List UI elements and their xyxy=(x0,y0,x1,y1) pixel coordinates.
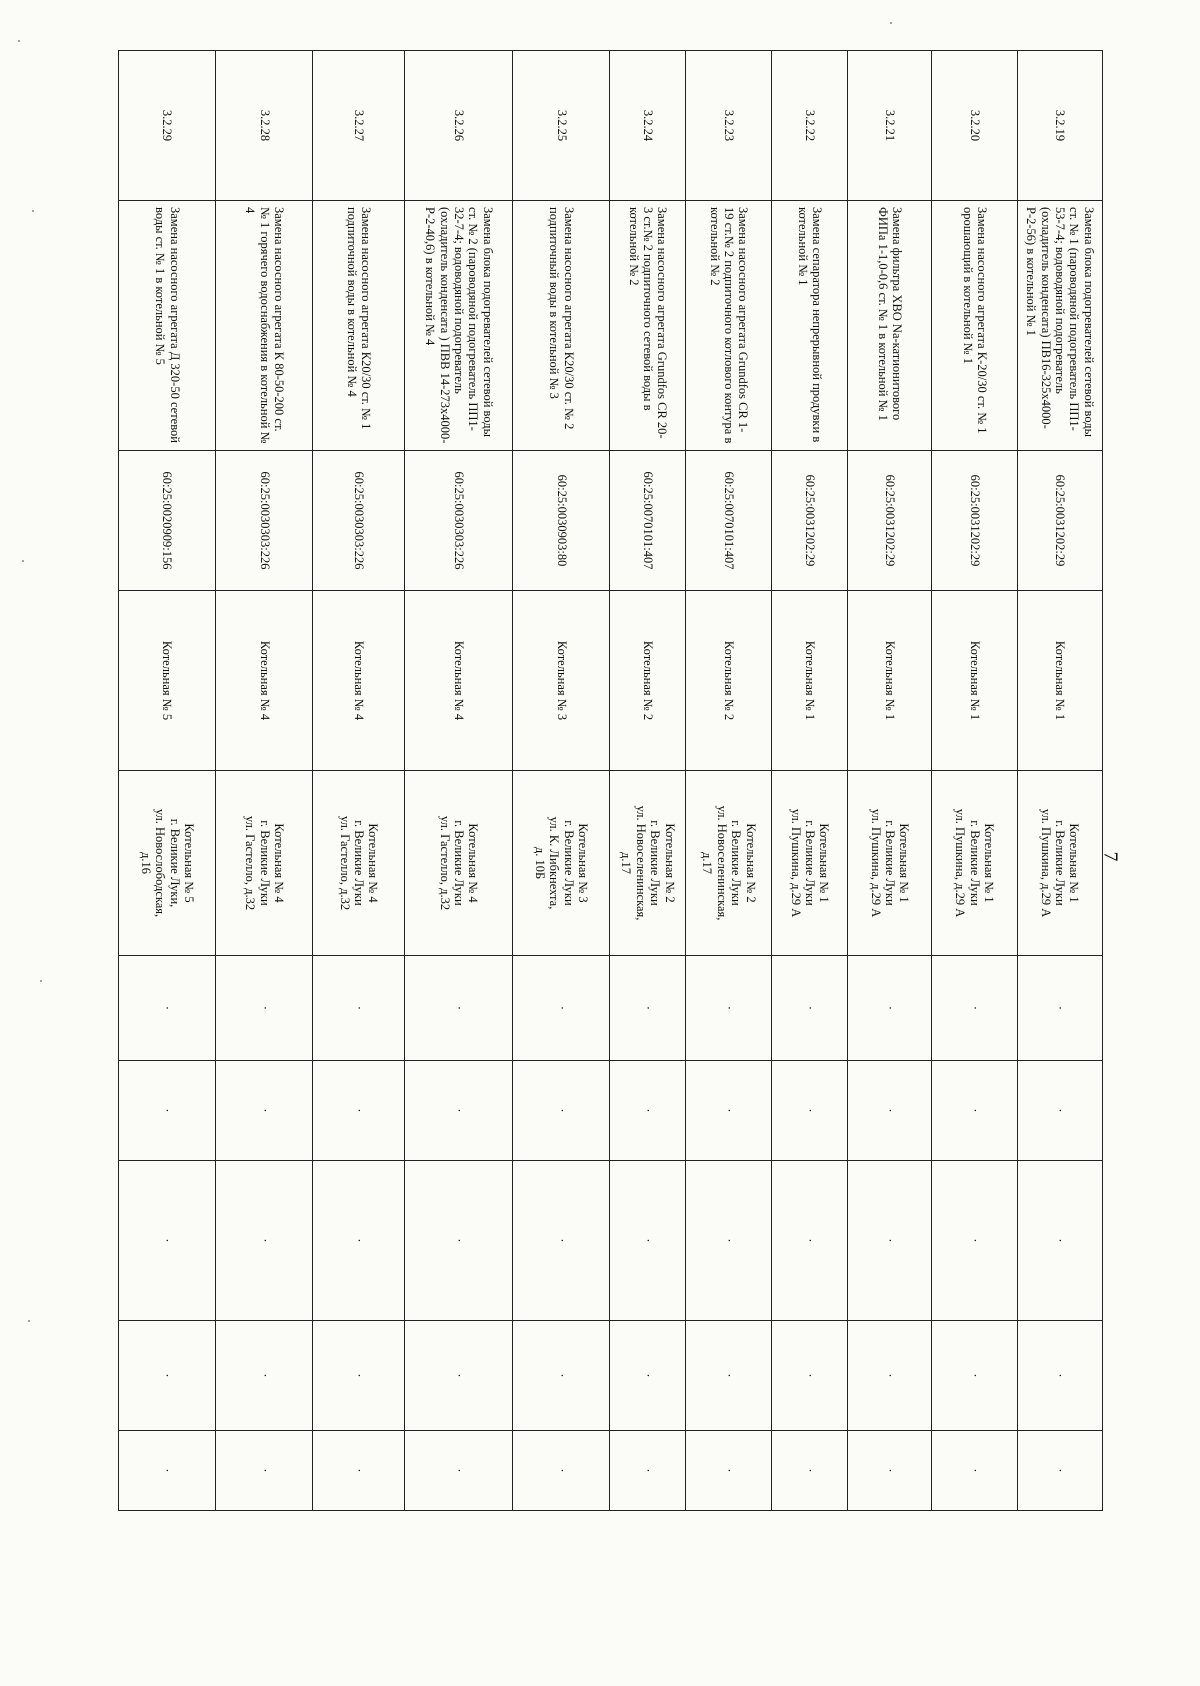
work-description: Замена насосного агрегата К20/30 ст. № 1 подпиточной воды в котельной № 4 xyxy=(313,201,405,451)
empty-cell: · xyxy=(772,1431,848,1511)
empty-cell: · xyxy=(932,1321,1017,1431)
empty-cell: · xyxy=(405,1321,513,1431)
row-number: 3.2.29 xyxy=(119,51,216,201)
row-number: 3.2.25 xyxy=(513,51,610,201)
object-name: Котельная № 5 xyxy=(119,591,216,771)
empty-cell: · xyxy=(932,956,1017,1061)
empty-cell: · xyxy=(1017,956,1102,1061)
work-description: Замена блока подогревателей сетевой воды ст. № 1 (пароводяной подогреватель ПП1-53-7-4; водоводяной подогреватель (охладитель конденсата) ПВ16-325х4000-Р-2-56) в котельной № 1 xyxy=(1017,201,1102,451)
object-name: Котельная № 4 xyxy=(216,591,313,771)
empty-cell: · xyxy=(1017,1161,1102,1321)
scan-speck xyxy=(32,210,34,212)
empty-cell: · xyxy=(405,1431,513,1511)
empty-cell: · xyxy=(932,1161,1017,1321)
document-table xyxy=(118,50,1103,1511)
row-number: 3.2.24 xyxy=(610,51,686,201)
empty-cell: · xyxy=(848,1431,932,1511)
empty-cell: · xyxy=(313,1061,405,1161)
table-row xyxy=(405,51,513,1511)
work-description: Замена блока подогревателей сетевой воды ст. № 2 (пароводяной подогреватель ПП1-32-7-4; водоводяной подогреватель (охладитель конденсата ) ПВВ 14-273х4000-Р-2-40,6) в котельной № 4 xyxy=(405,201,513,451)
object-address: Котельная № 4 г. Великие Луки ул. Гастелло, д.32 xyxy=(405,771,513,956)
scan-speck xyxy=(18,40,20,42)
object-address: Котельная № 3 г. Великие Луки ул. К. Либкнехта, д. 10Б xyxy=(513,771,610,956)
object-address: Котельная № 1 г. Великие Луки ул. Пушкина, д.29 А xyxy=(772,771,848,956)
empty-cell: · xyxy=(932,1431,1017,1511)
empty-cell: · xyxy=(772,956,848,1061)
empty-cell: · xyxy=(772,1061,848,1161)
empty-cell: · xyxy=(848,1321,932,1431)
empty-cell: · xyxy=(513,1431,610,1511)
scan-speck xyxy=(22,560,24,562)
work-description: Замена насосного агрегата К-20/30 ст. № 1 орошающий в котельной № 1 xyxy=(932,201,1017,451)
empty-cell: · xyxy=(610,1061,686,1161)
table-row xyxy=(313,51,405,1511)
cadastral-number: 60:25:0031202:29 xyxy=(1017,451,1102,591)
empty-cell: · xyxy=(313,956,405,1061)
work-description: Замена сепаратора непрерывной продувки в котельной № 1 xyxy=(772,201,848,451)
empty-cell: · xyxy=(848,1161,932,1321)
cadastral-number: 60:25:0030303:226 xyxy=(405,451,513,591)
empty-cell: · xyxy=(686,1431,772,1511)
table-row xyxy=(513,51,610,1511)
object-address: Котельная № 4 г. Великие Луки ул. Гастелло, д.32 xyxy=(313,771,405,956)
object-address: Котельная № 5 г. Великие Луки, ул. Новослободская, д.16 xyxy=(119,771,216,956)
empty-cell: · xyxy=(513,1061,610,1161)
cadastral-number: 60:25:0031202:29 xyxy=(772,451,848,591)
work-description: Замена насосного агрегата Grundfos CR 1-19 ст.№ 2 подпиточного котлового контура в котельной № 2 xyxy=(686,201,772,451)
empty-cell: · xyxy=(513,1321,610,1431)
table-row xyxy=(848,51,932,1511)
empty-cell: · xyxy=(313,1161,405,1321)
object-name: Котельная № 2 xyxy=(610,591,686,771)
empty-cell: · xyxy=(610,1431,686,1511)
table-row xyxy=(932,51,1017,1511)
row-number: 3.2.19 xyxy=(1017,51,1102,201)
table-row xyxy=(216,51,313,1511)
page-number: 7 xyxy=(1099,851,1122,862)
empty-cell: · xyxy=(119,1321,216,1431)
object-name: Котельная № 1 xyxy=(772,591,848,771)
empty-cell: · xyxy=(610,956,686,1061)
object-name: Котельная № 1 xyxy=(848,591,932,771)
empty-cell: · xyxy=(119,1161,216,1321)
table-body xyxy=(119,51,1103,1511)
empty-cell: · xyxy=(848,1061,932,1161)
cadastral-number: 60:25:0031202:29 xyxy=(848,451,932,591)
scan-speck xyxy=(890,22,892,24)
empty-cell: · xyxy=(513,1161,610,1321)
object-address: Котельная № 1 г. Великие Луки ул. Пушкина, д.29 А xyxy=(848,771,932,956)
work-description: Замена насосного агрегата Д 320-50 сетевой воды ст. № 1 в котельной № 5 xyxy=(119,201,216,451)
object-address: Котельная № 4 г. Великие Луки ул. Гастелло, д.32 xyxy=(216,771,313,956)
table-row xyxy=(119,51,216,1511)
table-row xyxy=(772,51,848,1511)
work-description: Замена насосного агрегата К20/30 ст. № 2 подпиточный воды в котельной № 3 xyxy=(513,201,610,451)
empty-cell: · xyxy=(216,1161,313,1321)
empty-cell: · xyxy=(405,1161,513,1321)
empty-cell: · xyxy=(216,1061,313,1161)
scan-speck xyxy=(28,1320,30,1322)
empty-cell: · xyxy=(119,956,216,1061)
empty-cell: · xyxy=(216,1321,313,1431)
table-row xyxy=(1017,51,1102,1511)
object-name: Котельная № 1 xyxy=(1017,591,1102,771)
object-name: Котельная № 2 xyxy=(686,591,772,771)
cadastral-number: 60:25:0031202:29 xyxy=(932,451,1017,591)
empty-cell: · xyxy=(686,1161,772,1321)
empty-cell: · xyxy=(119,1431,216,1511)
empty-cell: · xyxy=(513,956,610,1061)
work-description: Замена фильтра ХВО Na-катионитового ФИПа 1-1,0-0,6 ст. № 1 в котельной № 1 xyxy=(848,201,932,451)
row-number: 3.2.21 xyxy=(848,51,932,201)
row-number: 3.2.27 xyxy=(313,51,405,201)
empty-cell: · xyxy=(848,956,932,1061)
object-name: Котельная № 4 xyxy=(313,591,405,771)
empty-cell: · xyxy=(405,956,513,1061)
cadastral-number: 60:25:0020909:156 xyxy=(119,451,216,591)
object-name: Котельная № 3 xyxy=(513,591,610,771)
empty-cell: · xyxy=(1017,1321,1102,1431)
object-address: Котельная № 2 г. Великие Луки ул. Новоселенинская, д.17 xyxy=(610,771,686,956)
document-table-rotated xyxy=(118,50,1103,1510)
empty-cell: · xyxy=(313,1321,405,1431)
object-address: Котельная № 1 г. Великие Луки ул. Пушкина, д.29 А xyxy=(1017,771,1102,956)
row-number: 3.2.23 xyxy=(686,51,772,201)
empty-cell: · xyxy=(686,1061,772,1161)
work-description: Замена насосного агрегата Grundfos CR 20-3 ст.№ 2 подпиточного сетевой воды в котельной № 2 xyxy=(610,201,686,451)
empty-cell: · xyxy=(313,1431,405,1511)
empty-cell: · xyxy=(686,956,772,1061)
object-address: Котельная № 1 г. Великие Луки ул. Пушкина, д.29 А xyxy=(932,771,1017,956)
object-address: Котельная № 2 г. Великие Луки ул. Новоселенинская, д.17 xyxy=(686,771,772,956)
row-number: 3.2.28 xyxy=(216,51,313,201)
empty-cell: · xyxy=(772,1161,848,1321)
row-number: 3.2.20 xyxy=(932,51,1017,201)
empty-cell: · xyxy=(119,1061,216,1161)
table-row xyxy=(610,51,686,1511)
row-number: 3.2.26 xyxy=(405,51,513,201)
table-row xyxy=(686,51,772,1511)
empty-cell: · xyxy=(216,1431,313,1511)
cadastral-number: 60:25:0030303:226 xyxy=(216,451,313,591)
empty-cell: · xyxy=(1017,1061,1102,1161)
empty-cell: · xyxy=(772,1321,848,1431)
empty-cell: · xyxy=(610,1321,686,1431)
empty-cell: · xyxy=(216,956,313,1061)
empty-cell: · xyxy=(1017,1431,1102,1511)
cadastral-number: 60:25:0070101:407 xyxy=(686,451,772,591)
empty-cell: · xyxy=(405,1061,513,1161)
scan-speck xyxy=(40,980,42,982)
row-number: 3.2.22 xyxy=(772,51,848,201)
cadastral-number: 60:25:0030903:80 xyxy=(513,451,610,591)
empty-cell: · xyxy=(932,1061,1017,1161)
object-name: Котельная № 1 xyxy=(932,591,1017,771)
empty-cell: · xyxy=(686,1321,772,1431)
cadastral-number: 60:25:0030303:226 xyxy=(313,451,405,591)
cadastral-number: 60:25:0070101:407 xyxy=(610,451,686,591)
empty-cell: · xyxy=(610,1161,686,1321)
work-description: Замена насосного агрегата К 80-50-200 ст. № 1 горячего водоснабжения в котельной № 4 xyxy=(216,201,313,451)
object-name: Котельная № 4 xyxy=(405,591,513,771)
